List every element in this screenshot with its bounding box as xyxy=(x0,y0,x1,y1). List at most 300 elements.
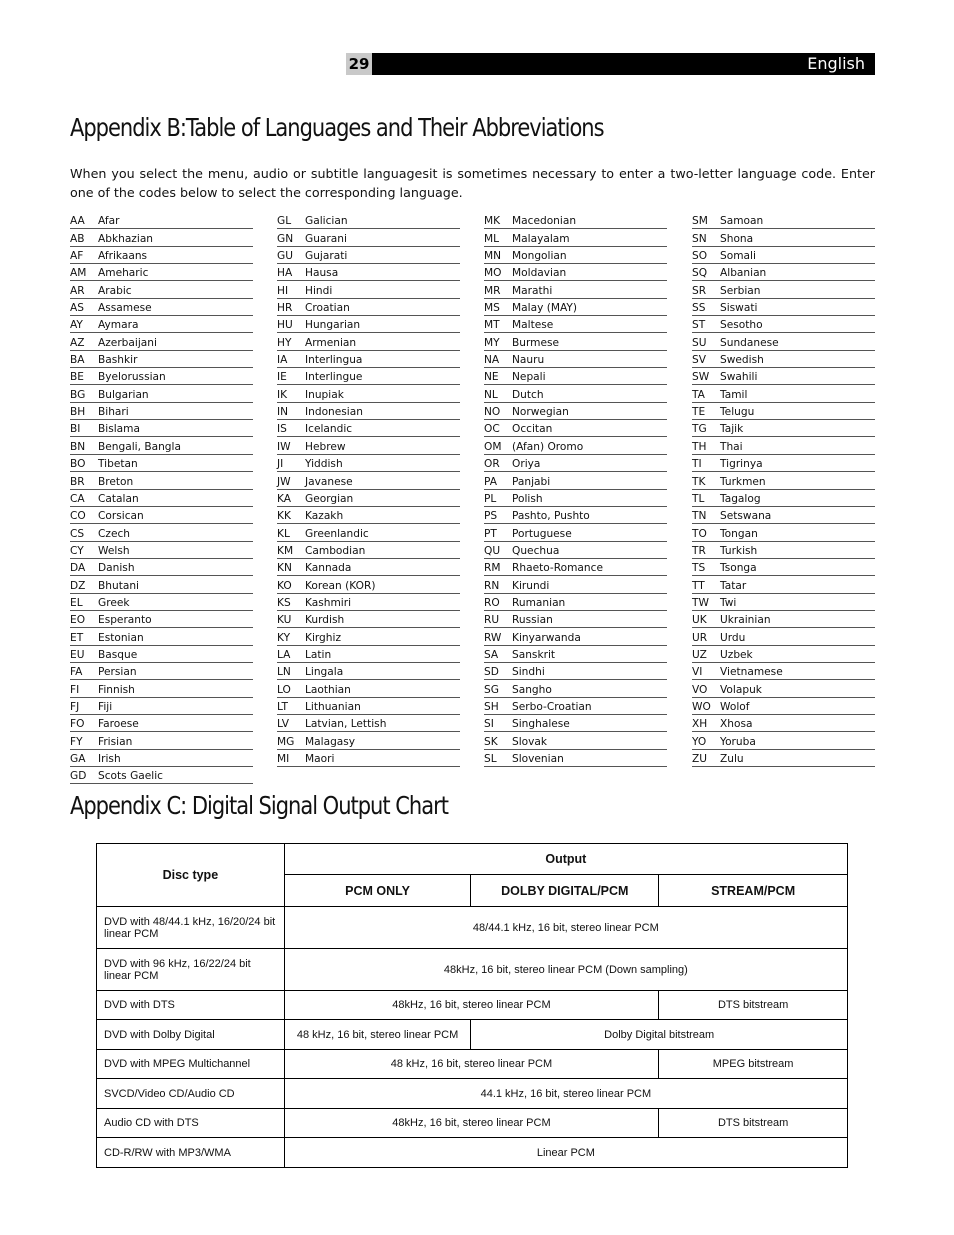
language-name: Afrikaans xyxy=(98,250,148,263)
language-name: Swahili xyxy=(720,371,758,384)
language-name: Bengali, Bangla xyxy=(98,440,181,453)
language-row xyxy=(277,646,460,663)
language-row xyxy=(277,715,460,732)
language-code: MN xyxy=(484,250,502,263)
language-code: ZU xyxy=(692,753,708,765)
output-value-cell: DTS bitstream xyxy=(659,991,848,1020)
language-name: Finnish xyxy=(98,683,135,696)
language-code: CS xyxy=(70,527,85,540)
language-row xyxy=(484,229,667,246)
language-name: Nauru xyxy=(512,354,545,367)
language-code: UR xyxy=(692,631,708,644)
output-column-dolby-digital-pcm: DOLBY DIGITAL/PCM xyxy=(471,875,659,907)
language-name: Burmese xyxy=(512,336,560,349)
language-row xyxy=(692,368,875,385)
language-code: MT xyxy=(484,319,500,332)
language-code: SS xyxy=(692,302,706,315)
language-row xyxy=(484,437,667,454)
language-code: IW xyxy=(277,440,291,453)
language-name: Laothian xyxy=(305,683,351,696)
output-value-cell: DTS bitstream xyxy=(659,1109,848,1138)
language-name: Bihari xyxy=(98,406,129,419)
language-name: Siswati xyxy=(720,302,758,315)
language-name: Sindhi xyxy=(512,666,545,679)
language-row xyxy=(70,281,253,298)
language-name: Javanese xyxy=(305,475,353,488)
language-name: Serbian xyxy=(720,284,761,297)
output-column-stream-pcm: STREAM/PCM xyxy=(659,875,848,907)
language-row xyxy=(692,316,875,333)
language-name: Polish xyxy=(512,492,543,505)
language-code: BO xyxy=(70,458,86,471)
language-name: Assamese xyxy=(98,302,152,315)
language-name: Bulgarian xyxy=(98,388,149,401)
output-value-cell: Dolby Digital bitstream xyxy=(471,1020,848,1050)
disc-type-cell: Audio CD with DTS xyxy=(97,1109,285,1138)
language-name: Somali xyxy=(720,250,756,263)
language-row xyxy=(277,316,460,333)
language-code: TA xyxy=(692,388,705,401)
language-code: UZ xyxy=(692,648,707,661)
language-column-3 xyxy=(484,212,667,767)
language-code: ET xyxy=(70,631,84,644)
language-code: BN xyxy=(70,440,86,453)
language-row xyxy=(692,576,875,593)
language-row xyxy=(484,351,667,368)
language-row xyxy=(484,212,667,229)
language-code: AR xyxy=(70,284,85,297)
language-row xyxy=(277,594,460,611)
language-row xyxy=(70,437,253,454)
appendix-b-intro: When you select the menu, audio or subtitle languagesit is sometimes necessary to enter a two-letter language code. Enter one of the codes below to select the corresponding language. xyxy=(70,166,875,200)
page-header-bar xyxy=(346,53,875,75)
language-code: TG xyxy=(692,423,707,436)
language-row xyxy=(484,472,667,489)
language-code: PL xyxy=(484,492,497,505)
language-column-4 xyxy=(692,212,875,767)
language-row xyxy=(692,559,875,576)
language-code: AF xyxy=(70,250,84,263)
language-code: TW xyxy=(692,596,709,609)
language-name: Croatian xyxy=(305,302,350,315)
language-name: Nepali xyxy=(512,371,546,384)
language-row xyxy=(692,715,875,732)
language-code: QU xyxy=(484,544,501,557)
language-name: Interlingue xyxy=(305,371,363,384)
language-name: Turkish xyxy=(720,544,758,557)
language-name: Albanian xyxy=(720,267,767,280)
language-name: Catalan xyxy=(98,492,139,505)
language-row xyxy=(70,559,253,576)
language-name: Scots Gaelic xyxy=(98,770,164,783)
disc-type-cell: SVCD/Video CD/Audio CD xyxy=(97,1079,285,1109)
language-code: ML xyxy=(484,232,500,245)
language-name: Interlingua xyxy=(305,354,363,367)
language-code: BR xyxy=(70,475,85,488)
language-name: Kinyarwanda xyxy=(512,631,581,644)
language-row xyxy=(70,663,253,680)
language-name: Slovenian xyxy=(512,753,564,765)
language-row xyxy=(484,247,667,264)
language-name: (Afan) Oromo xyxy=(512,440,584,453)
language-code: SH xyxy=(484,700,499,713)
language-row xyxy=(70,507,253,524)
language-row xyxy=(70,368,253,385)
language-code: FO xyxy=(70,718,85,731)
language-code: FA xyxy=(70,666,83,679)
language-row xyxy=(484,628,667,645)
language-name: Hebrew xyxy=(305,440,346,453)
appendix-c-title: Appendix C: Digital Signal Output Chart xyxy=(70,791,448,820)
language-row xyxy=(277,437,460,454)
language-name: Armenian xyxy=(305,336,357,349)
language-code: JI xyxy=(277,458,284,471)
language-row xyxy=(277,663,460,680)
table-row xyxy=(97,949,848,991)
language-name: Hindi xyxy=(305,284,333,297)
language-code: KL xyxy=(277,527,290,540)
language-row xyxy=(277,420,460,437)
language-code: IA xyxy=(277,354,288,367)
language-code: LO xyxy=(277,683,291,696)
language-name: Uzbek xyxy=(720,648,753,661)
output-value-cell: 48 kHz, 16 bit, stereo linear PCM xyxy=(284,1020,471,1050)
language-code: AA xyxy=(70,215,85,228)
language-row xyxy=(692,420,875,437)
language-name: Tsonga xyxy=(720,562,757,575)
language-code: RU xyxy=(484,614,500,627)
language-code: IE xyxy=(277,371,287,384)
language-row xyxy=(692,333,875,350)
language-name: Turkmen xyxy=(720,475,766,488)
language-row xyxy=(692,247,875,264)
language-name: Yoruba xyxy=(720,735,756,748)
language-code: FJ xyxy=(70,700,80,713)
language-code: LN xyxy=(277,666,291,679)
output-value-cell: 48/44.1 kHz, 16 bit, stereo linear PCM xyxy=(284,907,847,949)
language-name: Icelandic xyxy=(305,423,353,436)
language-row xyxy=(484,490,667,507)
language-row xyxy=(70,576,253,593)
language-name: Frisian xyxy=(98,735,133,748)
language-name: Czech xyxy=(98,527,131,540)
output-value-cell: 48kHz, 16 bit, stereo linear PCM (Down sampling) xyxy=(284,949,847,991)
language-row xyxy=(277,351,460,368)
language-row xyxy=(692,524,875,541)
language-row xyxy=(277,698,460,715)
language-row xyxy=(484,663,667,680)
language-code: SN xyxy=(692,232,707,245)
language-code: TN xyxy=(692,510,707,523)
language-name: Latin xyxy=(305,648,332,661)
language-row xyxy=(692,542,875,559)
language-code: DA xyxy=(70,562,86,575)
language-name: Latvian, Lettish xyxy=(305,718,387,731)
language-code: SD xyxy=(484,666,499,679)
language-name: Shona xyxy=(720,232,754,245)
language-row xyxy=(70,229,253,246)
language-name: Greek xyxy=(98,596,130,609)
language-row xyxy=(70,472,253,489)
language-code: EU xyxy=(70,648,85,661)
language-row xyxy=(70,542,253,559)
language-row xyxy=(484,368,667,385)
language-name: Kurdish xyxy=(305,614,345,627)
language-row xyxy=(70,767,253,784)
language-name: Serbo-Croatian xyxy=(512,700,592,713)
language-code: SQ xyxy=(692,267,708,280)
language-name: Tongan xyxy=(720,527,758,540)
language-code: EO xyxy=(70,614,86,627)
language-row xyxy=(484,594,667,611)
language-code: BE xyxy=(70,371,84,384)
language-row xyxy=(277,611,460,628)
language-name: Lingala xyxy=(305,666,344,679)
language-row xyxy=(692,351,875,368)
language-code: RO xyxy=(484,596,500,609)
language-name: Kashmiri xyxy=(305,596,352,609)
language-row xyxy=(277,247,460,264)
language-code: NL xyxy=(484,388,498,401)
language-code: SW xyxy=(692,371,710,384)
language-code: MY xyxy=(484,336,500,349)
language-code: IN xyxy=(277,406,289,419)
language-row xyxy=(484,403,667,420)
language-name: Kazakh xyxy=(305,510,344,523)
language-code: FI xyxy=(70,683,80,696)
language-name: Hungarian xyxy=(305,319,361,332)
language-code: MI xyxy=(277,753,290,765)
language-row xyxy=(692,299,875,316)
language-name: Yiddish xyxy=(305,458,343,471)
language-name: Corsican xyxy=(98,510,144,523)
language-name: Rhaeto-Romance xyxy=(512,562,603,575)
language-row xyxy=(277,732,460,749)
language-row xyxy=(692,507,875,524)
language-code: GL xyxy=(277,215,292,228)
language-row xyxy=(484,715,667,732)
language-row xyxy=(70,594,253,611)
language-row xyxy=(70,628,253,645)
language-name: Maltese xyxy=(512,319,554,332)
output-value-cell: 44.1 kHz, 16 bit, stereo linear PCM xyxy=(284,1079,847,1109)
language-row xyxy=(484,333,667,350)
language-code: TI xyxy=(692,458,702,471)
language-code: KY xyxy=(277,631,291,644)
digital-signal-output-table xyxy=(96,843,848,1168)
language-name: Russian xyxy=(512,614,553,627)
language-name: Korean (KOR) xyxy=(305,579,376,592)
language-code: KA xyxy=(277,492,292,505)
language-code: SM xyxy=(692,215,708,228)
language-name: Moldavian xyxy=(512,267,567,280)
language-name: Esperanto xyxy=(98,614,152,627)
language-code: CA xyxy=(70,492,85,505)
language-code: ST xyxy=(692,319,706,332)
language-row xyxy=(484,559,667,576)
language-row xyxy=(277,455,460,472)
language-row xyxy=(277,281,460,298)
language-code: KO xyxy=(277,579,292,592)
language-code: TH xyxy=(692,440,707,453)
language-name: Hausa xyxy=(305,267,339,280)
language-row xyxy=(692,646,875,663)
language-name: Irish xyxy=(98,753,121,765)
language-code: GN xyxy=(277,232,294,245)
language-code: BH xyxy=(70,406,86,419)
language-code: OM xyxy=(484,440,502,453)
disc-type-cell: CD-R/RW with MP3/WMA xyxy=(97,1138,285,1168)
language-row xyxy=(70,264,253,281)
language-row xyxy=(484,542,667,559)
language-code: BG xyxy=(70,388,86,401)
language-name: Rumanian xyxy=(512,596,566,609)
language-code: AZ xyxy=(70,336,85,349)
language-row xyxy=(277,385,460,402)
language-code: TL xyxy=(692,492,705,505)
output-value-cell: Linear PCM xyxy=(284,1138,847,1168)
language-code: GA xyxy=(70,753,86,765)
language-code: SU xyxy=(692,336,707,349)
language-name: Afar xyxy=(98,215,120,228)
language-row xyxy=(484,698,667,715)
table-row xyxy=(97,1109,848,1138)
language-name: Tamil xyxy=(720,388,748,401)
language-name: Xhosa xyxy=(720,718,753,731)
language-row xyxy=(70,524,253,541)
language-code: DZ xyxy=(70,579,86,592)
language-code: HR xyxy=(277,302,293,315)
language-name: Twi xyxy=(720,596,737,609)
language-row xyxy=(277,212,460,229)
language-row xyxy=(692,281,875,298)
language-row xyxy=(692,698,875,715)
disc-type-cell: DVD with MPEG Multichannel xyxy=(97,1050,285,1079)
language-column-2 xyxy=(277,212,460,767)
language-name: Galician xyxy=(305,215,348,228)
language-name: Vietnamese xyxy=(720,666,783,679)
language-name: Zulu xyxy=(720,753,744,765)
table-row xyxy=(97,991,848,1020)
language-name: Kirundi xyxy=(512,579,550,592)
language-code: WO xyxy=(692,700,711,713)
language-code: SI xyxy=(484,718,494,731)
language-name: Byelorussian xyxy=(98,371,166,384)
language-row xyxy=(692,490,875,507)
language-name: Volapuk xyxy=(720,683,762,696)
language-row xyxy=(484,420,667,437)
language-name: Sesotho xyxy=(720,319,763,332)
language-row xyxy=(484,281,667,298)
language-row xyxy=(277,524,460,541)
language-row xyxy=(692,264,875,281)
language-name: Abkhazian xyxy=(98,232,154,245)
language-row xyxy=(70,247,253,264)
language-code: PT xyxy=(484,527,497,540)
language-row xyxy=(484,646,667,663)
language-name: Oriya xyxy=(512,458,541,471)
disc-type-cell: DVD with 48/44.1 kHz, 16/20/24 bit linear PCM xyxy=(97,907,285,949)
language-row xyxy=(70,750,253,767)
language-row xyxy=(70,680,253,697)
language-code: PS xyxy=(484,510,498,523)
language-row xyxy=(484,524,667,541)
language-row xyxy=(277,576,460,593)
language-name: Dutch xyxy=(512,388,544,401)
language-code: HI xyxy=(277,284,289,297)
language-name: Inupiak xyxy=(305,388,344,401)
language-code: TK xyxy=(692,475,706,488)
language-name: Indonesian xyxy=(305,406,363,419)
language-row xyxy=(484,264,667,281)
language-row xyxy=(692,750,875,767)
language-name: Bashkir xyxy=(98,354,138,367)
language-row xyxy=(277,368,460,385)
language-name: Malayalam xyxy=(512,232,570,245)
language-code: CO xyxy=(70,510,86,523)
disc-type-cell: DVD with 96 kHz, 16/22/24 bit linear PCM xyxy=(97,949,285,991)
language-name: Kannada xyxy=(305,562,352,575)
language-code: MG xyxy=(277,735,295,748)
language-name: Welsh xyxy=(98,544,130,557)
output-value-cell: 48kHz, 16 bit, stereo linear PCM xyxy=(284,991,658,1020)
language-row xyxy=(484,576,667,593)
language-name: Quechua xyxy=(512,544,560,557)
language-name: Sanskrit xyxy=(512,648,556,661)
language-code: MO xyxy=(484,267,502,280)
language-row xyxy=(484,507,667,524)
language-code: AS xyxy=(70,302,84,315)
language-code: OR xyxy=(484,458,500,471)
language-code: KU xyxy=(277,614,292,627)
language-code: KM xyxy=(277,544,294,557)
output-column-pcm-only: PCM ONLY xyxy=(284,875,471,907)
language-name: Guarani xyxy=(305,232,347,245)
language-row xyxy=(692,455,875,472)
language-row xyxy=(70,455,253,472)
language-name: Bhutani xyxy=(98,579,139,592)
language-code: SL xyxy=(484,753,497,765)
language-row xyxy=(70,299,253,316)
language-row xyxy=(277,507,460,524)
language-name: Swedish xyxy=(720,354,764,367)
language-row xyxy=(277,299,460,316)
language-row xyxy=(70,715,253,732)
language-code: KK xyxy=(277,510,291,523)
language-row xyxy=(277,472,460,489)
language-row xyxy=(277,628,460,645)
language-name: Tibetan xyxy=(98,458,138,471)
language-code: HY xyxy=(277,336,292,349)
language-row xyxy=(70,646,253,663)
language-code: FY xyxy=(70,735,83,748)
language-row xyxy=(484,611,667,628)
language-code: RM xyxy=(484,562,501,575)
language-row xyxy=(70,698,253,715)
language-row xyxy=(70,212,253,229)
language-name: Estonian xyxy=(98,631,144,644)
language-row xyxy=(692,385,875,402)
language-row xyxy=(70,490,253,507)
language-code: BI xyxy=(70,423,81,436)
language-label: English xyxy=(807,54,865,73)
language-code: PA xyxy=(484,475,497,488)
language-name: Tatar xyxy=(720,579,747,592)
language-code: TR xyxy=(692,544,706,557)
language-code: LT xyxy=(277,700,288,713)
language-name: Singhalese xyxy=(512,718,570,731)
language-row xyxy=(692,212,875,229)
